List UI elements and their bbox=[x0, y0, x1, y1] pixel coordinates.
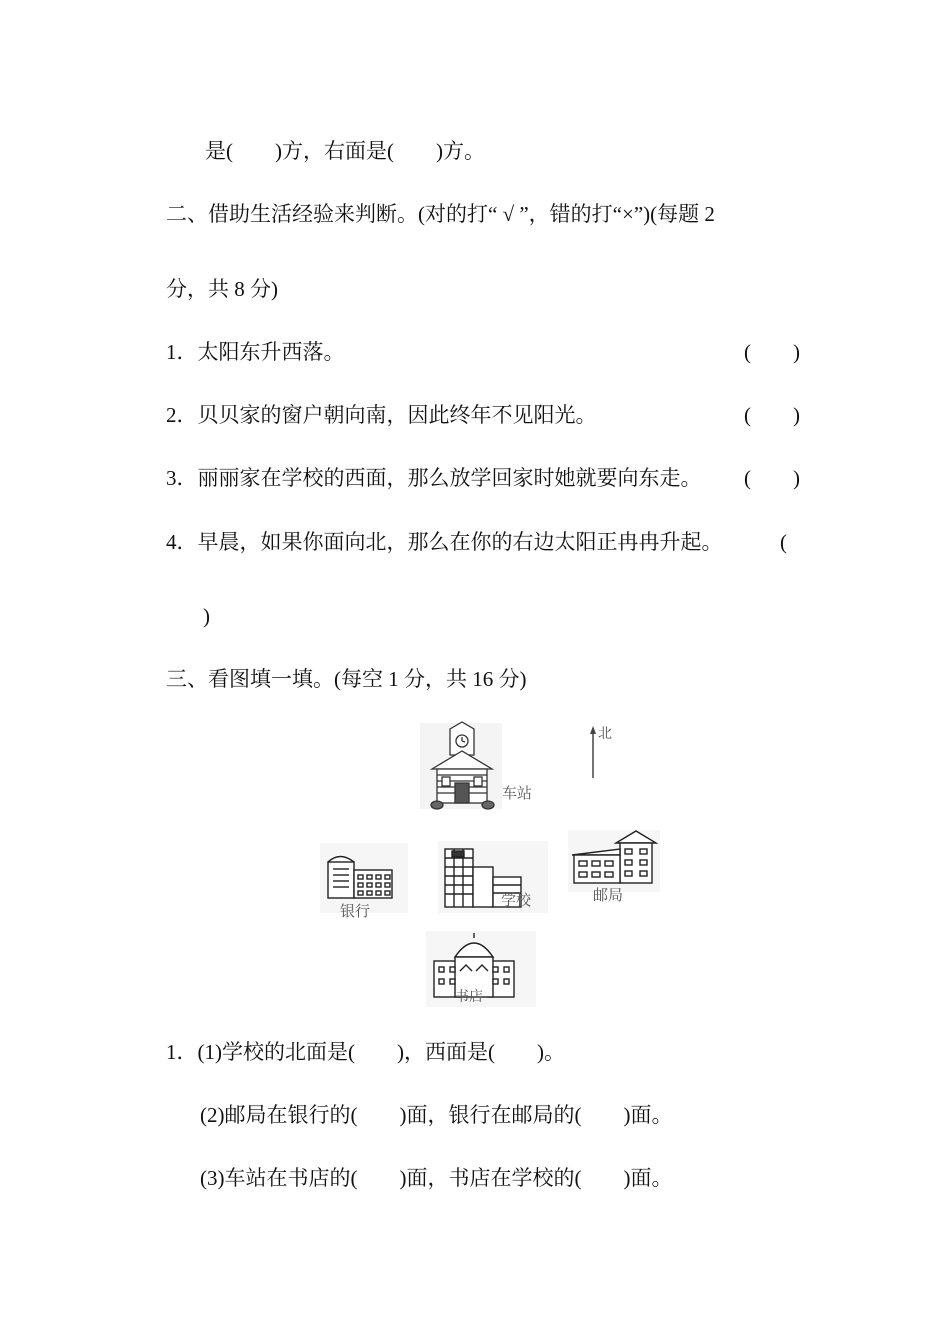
north-arrow-icon bbox=[590, 726, 596, 778]
judge-item-1: 1．太阳东升西落。 bbox=[166, 340, 345, 364]
post-office-label: 邮局 bbox=[593, 886, 624, 904]
judge-item-4: 4．早晨，如果你面向北，那么在你的右边太阳正冉冉升起。 bbox=[166, 530, 723, 554]
north-label: 北 bbox=[598, 726, 612, 742]
map-question-3: (3)车站在书店的( )面，书店在学校的( )面。 bbox=[200, 1166, 673, 1190]
post-office-building-icon bbox=[568, 830, 660, 892]
map-drawings bbox=[300, 715, 680, 1015]
map-question-1: 1．(1)学校的北面是( )，西面是( )。 bbox=[166, 1040, 565, 1064]
station-label: 车站 bbox=[502, 784, 533, 802]
judge-answer-2[interactable]: ( ) bbox=[744, 403, 800, 427]
section2-heading-line1: 二、借助生活经验来判断。(对的打“ √ ”，错的打“×”)(每题 2 bbox=[166, 202, 715, 226]
school-building-icon bbox=[438, 841, 548, 913]
judge-item-2: 2．贝贝家的窗户朝向南，因此终年不见阳光。 bbox=[166, 403, 597, 427]
judge-answer-4-close: ) bbox=[203, 604, 210, 628]
judge-item-3: 3．丽丽家在学校的西面，那么放学回家时她就要向东走。 bbox=[166, 466, 702, 490]
bank-label: 银行 bbox=[340, 902, 371, 920]
station-building-icon bbox=[420, 722, 502, 809]
judge-answer-4-open[interactable]: ( bbox=[780, 530, 787, 554]
school-label: 学校 bbox=[501, 891, 532, 909]
map-question-2: (2)邮局在银行的( )面，银行在邮局的( )面。 bbox=[200, 1103, 673, 1127]
judge-answer-1[interactable]: ( ) bbox=[744, 340, 800, 364]
bookstore-label: 书店 bbox=[455, 989, 483, 1005]
judge-answer-3[interactable]: ( ) bbox=[744, 466, 800, 490]
direction-map bbox=[300, 715, 680, 1015]
section2-heading-line2: 分，共 8 分) bbox=[166, 277, 278, 301]
section-continuation-line: 是( )方，右面是( )方。 bbox=[205, 139, 485, 163]
section3-heading: 三、看图填一填。(每空 1 分，共 16 分) bbox=[166, 667, 527, 691]
